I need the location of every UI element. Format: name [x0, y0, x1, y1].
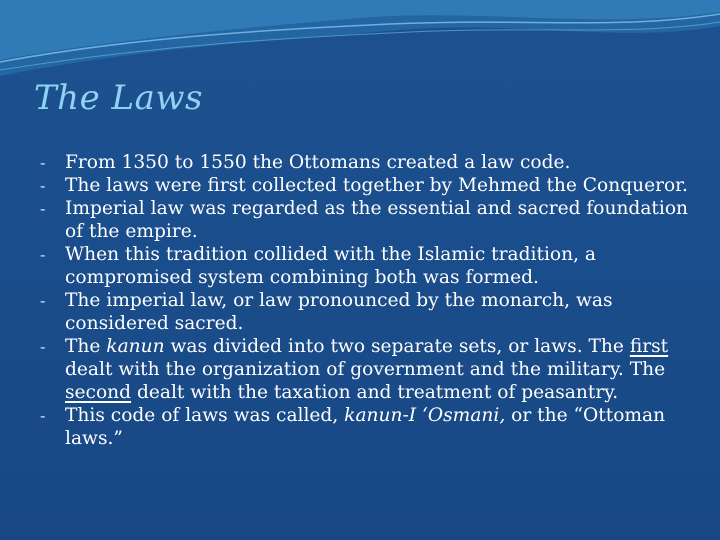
bullet-text-part: or the “Ottoman laws.”: [65, 405, 666, 449]
bullet-item: [40, 174, 690, 197]
bullet-list: [40, 151, 690, 450]
bullet-text: The laws were first collected together by Mehmed the Conqueror.: [65, 175, 688, 196]
first-term: first: [629, 336, 669, 357]
bullet-text: The imperial law, or law pronounced by the monarch, was considered sacred.: [65, 290, 613, 334]
bullet-text-part: was divided into two separate sets, or laws. The: [164, 336, 630, 357]
bullet-dash: -: [40, 291, 46, 310]
second-term: second: [65, 382, 132, 403]
bullet-text: Imperial law was regarded as the essential and sacred foundation of the empire.: [65, 198, 689, 242]
bullet-text-part: This code of laws was called,: [65, 405, 345, 426]
bullet-dash: -: [40, 337, 46, 356]
bullet-text: When this tradition collided with the Islamic tradition, a compromised system combining both was formed.: [65, 244, 596, 288]
bullet-dash: -: [40, 199, 46, 218]
kanun-term: kanun: [106, 336, 165, 357]
bullet-dash: -: [40, 176, 46, 195]
bullet-text-part: dealt with the taxation and treatment of peasantry.: [131, 382, 619, 403]
bullet-item: [40, 151, 690, 174]
bullet-item: [40, 335, 690, 404]
bullet-text-part: dealt with the organization of government and the military. The: [65, 359, 666, 380]
bullet-item: [40, 289, 690, 335]
bullet-item: [40, 243, 690, 289]
bullet-dash: -: [40, 245, 46, 264]
bullet-item: [40, 404, 690, 450]
bullet-dash: -: [40, 406, 46, 425]
wave-decoration: [0, 0, 720, 80]
bullet-dash: -: [40, 153, 46, 172]
bullet-item: [40, 197, 690, 243]
bullet-text-part: The: [65, 336, 107, 357]
slide-title: The Laws: [34, 78, 203, 118]
kanun-osmani-term: kanun-I ‘Osmani,: [344, 405, 506, 426]
bullet-text: From 1350 to 1550 the Ottomans created a law code.: [65, 152, 571, 173]
